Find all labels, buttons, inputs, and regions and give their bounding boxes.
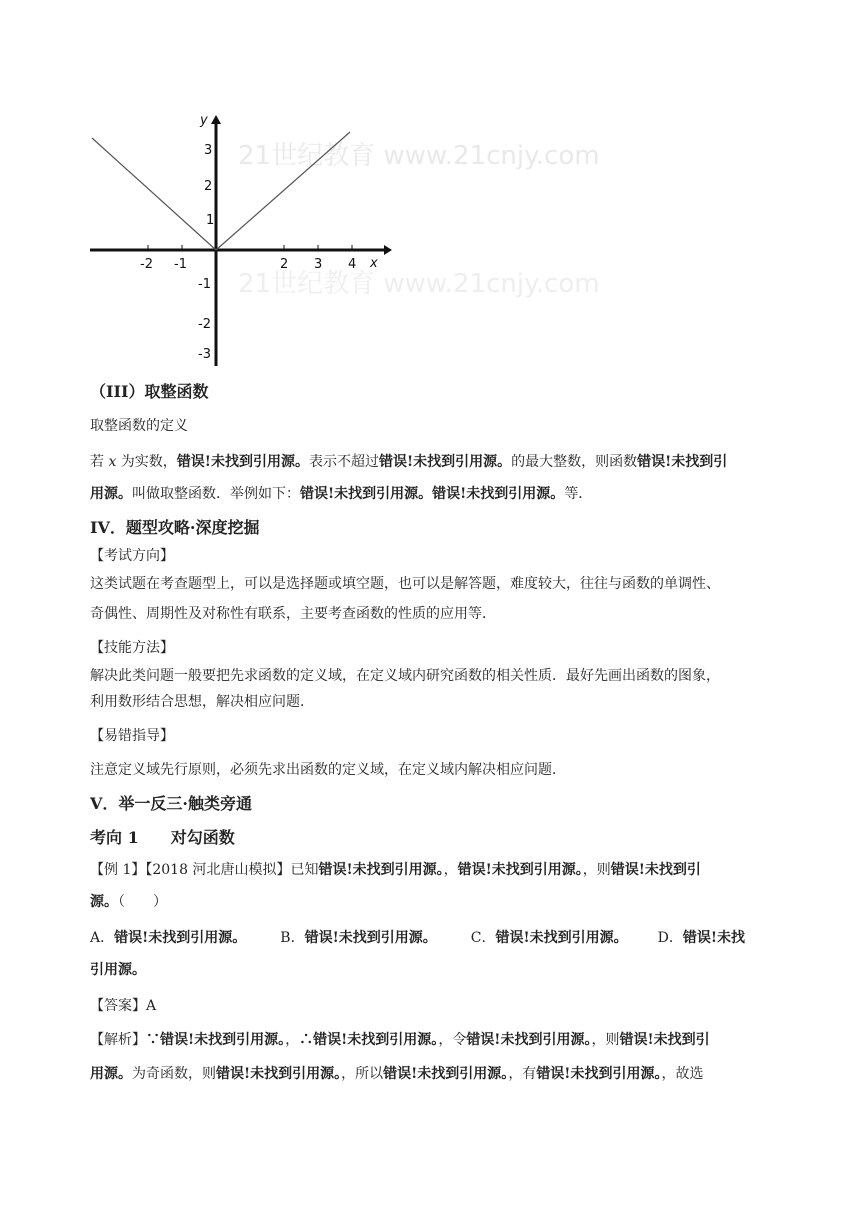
error-guide-label: 【易错指导】 <box>90 728 174 744</box>
option-c <box>471 930 628 946</box>
text: 的最大整数，则函数 <box>511 454 638 470</box>
reference-error: 错误!未找到引用源。 <box>383 1066 509 1082</box>
example-label: 【例 1】 <box>90 862 146 878</box>
exam-direction-label: 【考试方向】 <box>90 548 174 564</box>
text: ， <box>591 1032 606 1048</box>
definition-paragraph-line-2 <box>90 484 780 504</box>
text: 为奇函数，则 <box>132 1066 216 1082</box>
text: 表示不超过 <box>308 454 379 470</box>
curve-left-branch <box>92 138 216 250</box>
answer-value: A <box>146 998 157 1014</box>
text: ，有 <box>508 1066 537 1082</box>
reference-error: 用源。 <box>90 486 132 502</box>
reference-error: 错误!未找到引用源。 <box>176 454 309 470</box>
skill-method-label: 【技能方法】 <box>90 640 174 656</box>
text: ， <box>285 1032 300 1048</box>
graph-svg <box>88 112 600 368</box>
option-d <box>658 930 745 946</box>
text: ， <box>443 862 458 878</box>
variable-x: x <box>108 454 117 470</box>
options-line <box>90 928 780 948</box>
function-graph <box>88 112 600 368</box>
text: 等． <box>564 486 593 502</box>
analysis-line-2 <box>90 1064 780 1084</box>
reference-error: 错误!未找到引 <box>610 862 701 878</box>
option-d-label: D． <box>657 930 683 946</box>
reference-error: 用源。 <box>90 1066 132 1082</box>
analysis-line-1 <box>90 1030 780 1050</box>
error-guide-text: 注意定义域先行原则，必须先求出函数的定义域，在定义域内解决相应问题． <box>90 762 566 778</box>
option-a <box>90 930 246 946</box>
reference-error: 引用源。 <box>90 962 146 978</box>
option-d-continuation <box>90 960 780 980</box>
y-axis-arrow <box>211 115 221 124</box>
reference-error: 错误!未找到引 <box>637 454 728 470</box>
reference-error: 错误!未找到引用源。 <box>466 1032 592 1048</box>
reference-error: 错误!未找到引用源。 <box>432 486 565 502</box>
text: ，故选 <box>661 1066 704 1082</box>
y-tick-label: 1 <box>206 213 215 228</box>
watermark-text-2: 21世纪教育 www.21cnjy.com <box>238 269 600 299</box>
reference-error: 错误!未找到引用源。 <box>216 1066 342 1082</box>
y-tick-label: -1 <box>198 277 211 292</box>
option-b-label: B． <box>280 930 305 946</box>
because-symbol: ∵ <box>146 1032 160 1048</box>
y-axis-label: y <box>200 113 208 128</box>
y-tick-label: 2 <box>204 179 213 194</box>
reference-error: 错误!未找到引用源。 <box>300 486 433 502</box>
therefore-symbol: ∴ <box>299 1032 314 1048</box>
answer-label: 【答案】 <box>90 998 146 1014</box>
x-tick-label: 4 <box>348 257 357 272</box>
y-tick-label: -2 <box>198 317 211 332</box>
x-tick-label: -2 <box>140 257 153 272</box>
section-v-title: V．举一反三·触类旁通 <box>90 794 252 813</box>
section-iii-title: （III）取整函数 <box>90 382 209 401</box>
reference-error: 错误!未找到引用源。 <box>318 862 444 878</box>
text: 叫做取整函数．举例如下： <box>132 486 300 502</box>
reference-error: 错误!未找到引用源。 <box>304 930 437 946</box>
exam-direction-text-2: 奇偶性、周期性及对称性有联系，主要考查函数的性质的应用等． <box>90 606 496 622</box>
x-tick-label: 3 <box>314 257 323 272</box>
exam-direction-text-1: 这类试题在考查题型上，可以是选择题或填空题，也可以是解答题，难度较大，往往与函数的单调性、 <box>90 576 720 592</box>
x-axis-label: x <box>370 256 378 271</box>
x-tick-label: -1 <box>174 257 187 272</box>
example-1-line-2 <box>90 892 780 912</box>
example-1-line-1 <box>90 860 780 880</box>
answer-blank: （ ） <box>118 894 167 910</box>
text: 为实数， <box>116 454 177 470</box>
reference-error: 错误!未找 <box>682 930 745 946</box>
floor-function-definition-title: 取整函数的定义 <box>90 418 188 434</box>
text: ，所以 <box>341 1066 384 1082</box>
skill-method-text-2: 利用数形结合思想，解决相应问题． <box>90 694 314 710</box>
example-source: 【2018 河北唐山模拟】 <box>145 862 291 878</box>
reference-error: 错误!未找到引 <box>619 1032 710 1048</box>
reference-error: 错误!未找到引用源。 <box>114 930 247 946</box>
reference-error: 错误!未找到引用源。 <box>495 930 628 946</box>
reference-error: 源。 <box>90 894 118 910</box>
text: 则 <box>605 1032 620 1048</box>
x-tick-label: 2 <box>280 257 289 272</box>
option-c-label: C． <box>470 930 496 946</box>
x-axis-arrow <box>384 245 392 255</box>
text: 若 <box>90 454 109 470</box>
reference-error: 错误!未找到引用源。 <box>378 454 512 470</box>
skill-method-text-1: 解决此类问题一般要把先求函数的定义域，在定义域内研究函数的相关性质．最好先画出函数的图象， <box>90 668 720 684</box>
definition-paragraph-line-1 <box>90 452 780 472</box>
reference-error: 错误!未找到引用源。 <box>160 1032 286 1048</box>
text: ，则 <box>582 862 611 878</box>
direction-1-subtitle: 考向 1 对勾函数 <box>90 828 235 847</box>
reference-error: 错误!未找到引用源。 <box>536 1066 662 1082</box>
y-tick-label: -3 <box>198 347 211 362</box>
section-iv-title: IV．题型攻略·深度挖掘 <box>90 518 260 537</box>
reference-error: 错误!未找到引用源。 <box>457 862 583 878</box>
text: 令 <box>452 1032 467 1048</box>
text: 已知 <box>290 862 319 878</box>
watermark-text: 21世纪教育 www.21cnjy.com <box>238 141 600 171</box>
option-b <box>280 930 436 946</box>
analysis-label: 【解析】 <box>90 1032 146 1048</box>
text: ， <box>438 1032 453 1048</box>
reference-error: 错误!未找到引用源。 <box>313 1032 439 1048</box>
option-a-label: A． <box>90 930 115 946</box>
answer-line <box>90 996 780 1016</box>
y-tick-label: 3 <box>204 143 213 158</box>
